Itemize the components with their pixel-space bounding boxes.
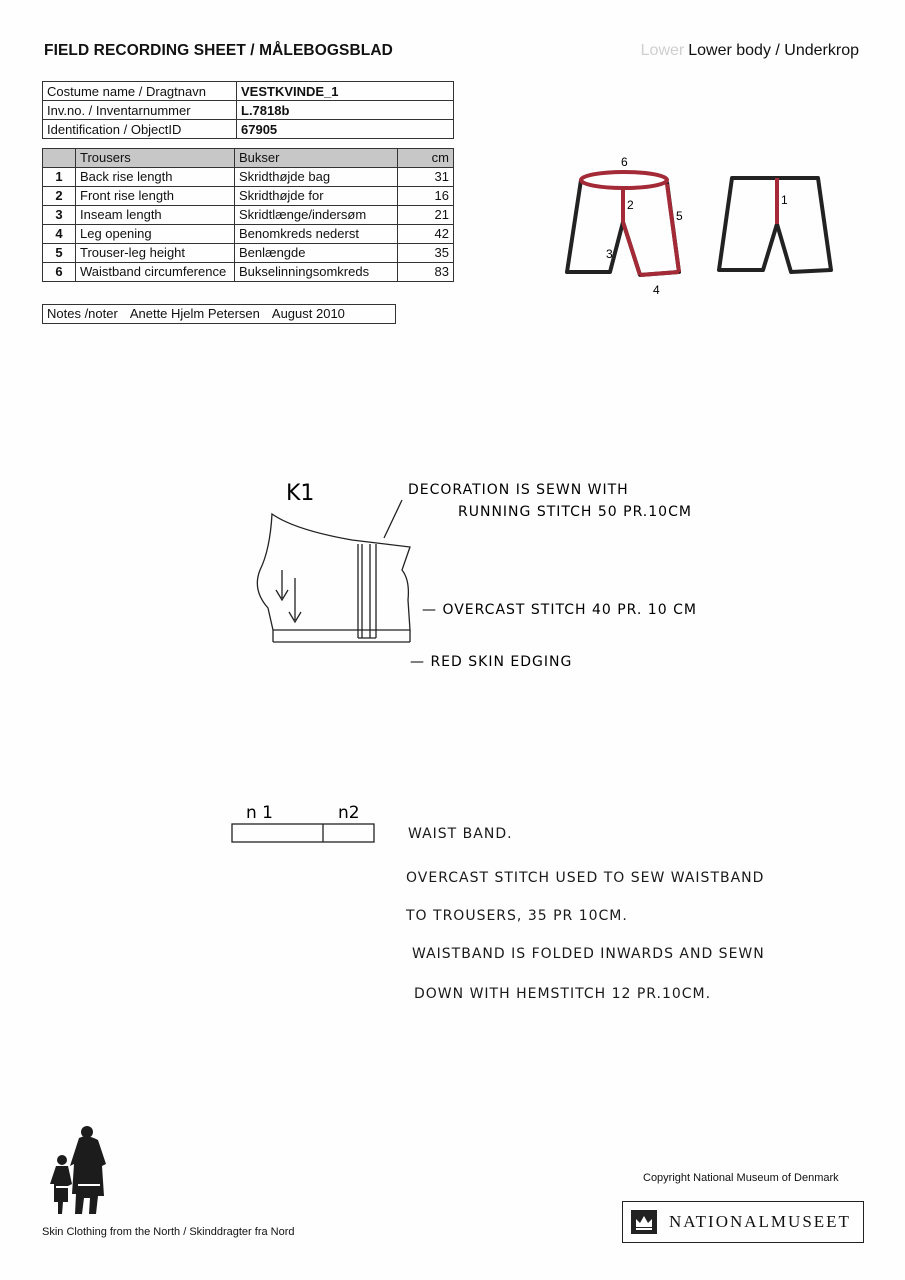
measurement-row: [43, 206, 454, 225]
label-1: 1: [781, 193, 788, 207]
trousers-diagram: [555, 150, 855, 300]
row-danish: Skridtlænge/indersøm: [235, 206, 398, 225]
k1-label: K1: [286, 481, 315, 506]
header-num: [43, 149, 76, 168]
label-6: 6: [621, 155, 628, 169]
id-label: Identification / ObjectID: [43, 120, 237, 139]
crown-icon: [631, 1210, 657, 1234]
skin-clothing-logo-icon: [46, 1124, 136, 1219]
inv-value: L.7818b: [237, 101, 454, 120]
id-value: 67905: [237, 120, 454, 139]
project-caption: Skin Clothing from the North / Skinddragter fra Nord: [42, 1226, 295, 1238]
waistband-note-3: TO TROUSERS, 35 PR 10CM.: [406, 908, 628, 924]
sheet-title: FIELD RECORDING SHEET / MÅLEBOGSBLAD: [44, 42, 393, 59]
row-danish: Benomkreds nederst: [235, 225, 398, 244]
row-value: 35: [398, 244, 454, 263]
row-value: 21: [398, 206, 454, 225]
row-english: Waistband circumference: [76, 263, 235, 282]
copyright-text: Copyright National Museum of Denmark: [643, 1172, 839, 1184]
row-english: Inseam length: [76, 206, 235, 225]
section-text: Lower body / Underkrop: [688, 42, 859, 59]
n1-label: n 1: [246, 803, 273, 823]
row-english: Back rise length: [76, 168, 235, 187]
row-value: 31: [398, 168, 454, 187]
row-english: Front rise length: [76, 187, 235, 206]
row-english: Trouser-leg height: [76, 244, 235, 263]
front-view-drawing: [567, 172, 679, 275]
grain-arrow-1: [276, 570, 288, 600]
row-number: 6: [43, 263, 76, 282]
header-en: Trousers: [76, 149, 235, 168]
n2-label: n2: [338, 803, 360, 823]
measurement-row: [43, 244, 454, 263]
header-da: Bukser: [235, 149, 398, 168]
waistband-rect: [232, 824, 374, 842]
row-value: 16: [398, 187, 454, 206]
edging-sides: [273, 630, 410, 642]
back-view-drawing: [719, 178, 831, 272]
notes-author: Anette Hjelm Petersen: [129, 306, 260, 321]
nationalmuseet-wordmark: NATIONALMUSEET: [669, 1212, 851, 1231]
measurement-header: [43, 149, 454, 168]
decoration-note-2: RUNNING STITCH 50 PR.10CM: [458, 504, 692, 520]
notes-label: Notes /noter: [47, 306, 118, 321]
id-row: [43, 120, 454, 139]
row-number: 3: [43, 206, 76, 225]
metadata-table: [42, 81, 454, 139]
k1-sketch: [240, 470, 800, 690]
row-number: 1: [43, 168, 76, 187]
decoration-pointer: [384, 500, 402, 538]
decoration-stripes: [358, 544, 376, 638]
row-danish: Skridthøjde bag: [235, 168, 398, 187]
costume-label: Costume name / Dragtnavn: [43, 82, 237, 101]
row-number: 5: [43, 244, 76, 263]
row-danish: Benlængde: [235, 244, 398, 263]
row-value: 83: [398, 263, 454, 282]
row-danish: Skridthøjde for: [235, 187, 398, 206]
row-danish: Bukselinningsomkreds: [235, 263, 398, 282]
inv-row: [43, 101, 454, 120]
waistband-note-2: OVERCAST STITCH USED TO SEW WAISTBAND: [406, 870, 765, 886]
waistband-sketch: [226, 800, 386, 850]
inseam-line: [623, 222, 640, 275]
costume-value: VESTKVINDE_1: [237, 82, 454, 101]
waistband-note-1: WAIST BAND.: [408, 826, 513, 842]
label-2: 2: [627, 198, 634, 212]
label-5: 5: [676, 209, 683, 223]
row-english: Leg opening: [76, 225, 235, 244]
nationalmuseet-logo: [622, 1201, 864, 1243]
row-value: 42: [398, 225, 454, 244]
edging-note: — RED SKIN EDGING: [410, 654, 573, 670]
waistband-measure-line: [581, 172, 667, 188]
grain-arrow-2: [289, 578, 301, 622]
header-unit: cm: [398, 149, 454, 168]
section-faint-text: Lower: [640, 42, 685, 59]
decoration-note-1: DECORATION IS SEWN WITH: [408, 482, 629, 498]
waistband-note-4: WAISTBAND IS FOLDED INWARDS AND SEWN: [412, 946, 765, 962]
measurement-row: [43, 187, 454, 206]
row-number: 4: [43, 225, 76, 244]
leg-opening-line: [640, 272, 679, 275]
k1-outline-drawing: [257, 500, 410, 642]
notes-date: August 2010: [271, 306, 345, 321]
leg-height-line: [667, 184, 679, 272]
overcast-note: — OVERCAST STITCH 40 PR. 10 CM: [422, 602, 697, 618]
measurement-row: [43, 263, 454, 282]
waistband-note-5: DOWN WITH HEMSTITCH 12 PR.10CM.: [414, 986, 712, 1002]
waistband-drawing: [232, 824, 374, 842]
inv-label: Inv.no. / Inventarnummer: [43, 101, 237, 120]
row-number: 2: [43, 187, 76, 206]
measurement-table: [42, 148, 454, 282]
costume-row: [43, 82, 454, 101]
section-title: [641, 42, 859, 60]
measurement-row: [43, 225, 454, 244]
label-3: 3: [606, 247, 613, 261]
notes-box: [42, 304, 396, 324]
measurement-row: [43, 168, 454, 187]
label-4: 4: [653, 283, 660, 297]
